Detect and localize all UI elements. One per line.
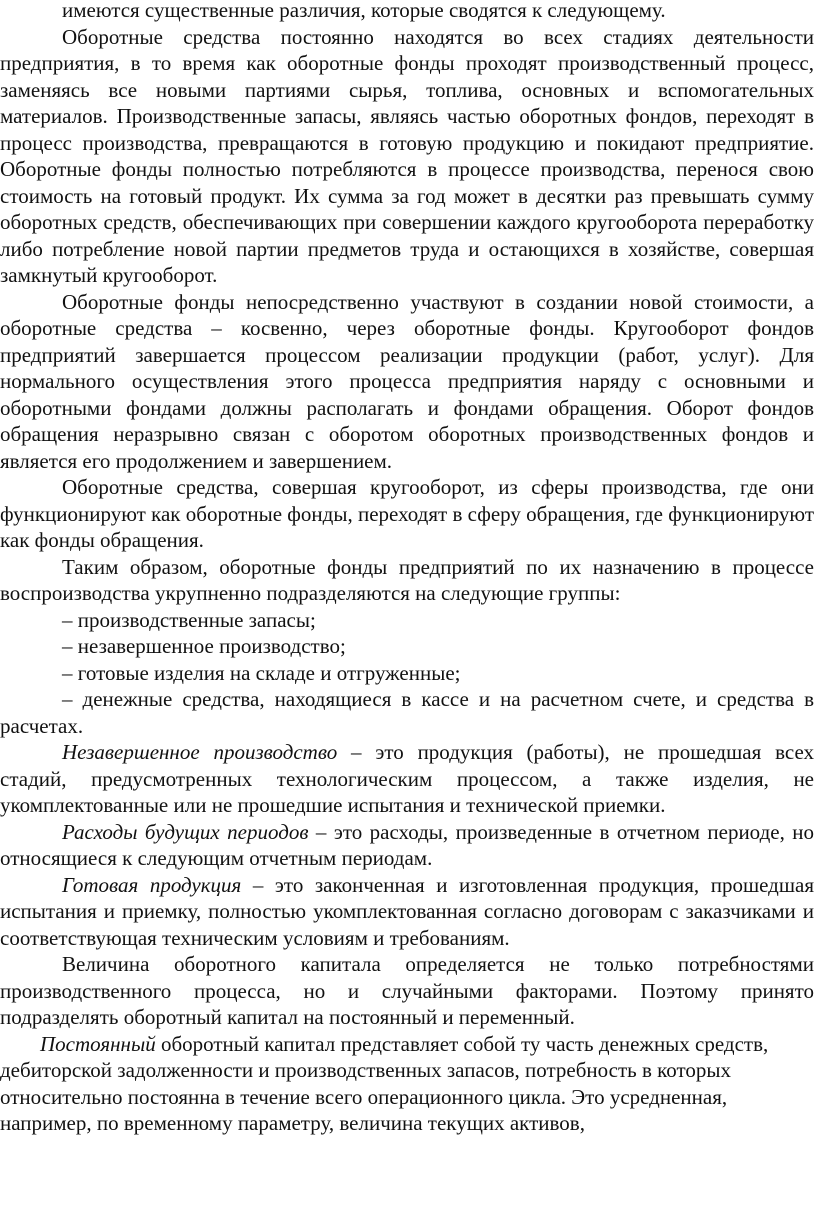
- definition-deferred-expenses: [0, 819, 814, 872]
- paragraph-intro-continuation: имеются существенные различия, которые сводятся к следующему.: [62, 0, 666, 22]
- paragraph-capital-size: Величина оборотного капитала определяется не только потребностями производственного процесса, но и случайными факторами. Поэтому принято подразделять оборотный капитал на постоянный и переменный.: [0, 952, 814, 1029]
- definition-term: Готовая продукция: [62, 872, 242, 897]
- definition-text: – это законченная и изготовленная продукция, прошедшая испытания и приемку, полностью укомплектованная согласно договорам с заказчиками и соответствующая техническим условиям и требованиям.: [0, 872, 814, 950]
- paragraph-new-value-creation: Оборотные фонды непосредственно участвуют в создании новой стоимости, а оборотные средства – косвенно, через оборотные фонды. Кругооборот фондов предприятий завершается процессом реализации продукции (работ, услуг). Для нормального осуществления этого процесса предприятия наряду с основными и оборотными фондами должны располагать и фондами обращения. Оборот фондов обращения неразрывно связан с оборотом оборотных производственных фондов и является его продолжением и завершением.: [0, 289, 814, 473]
- paragraph-groups-intro: Таким образом, оборотные фонды предприятий по их назначению в процессе воспроизводства укрупненно подразделяются на следующие группы:: [0, 554, 814, 605]
- paragraph-working-capital-vs-funds: Оборотные средства постоянно находятся во всех стадиях деятельности предприятия, в то время как оборотные фонды проходят производственный процесс, заменяясь все новыми партиями сырья, топлива, основных и вспомогательных материалов. Производственные запасы, являясь частью оборотных фондов, переходят в процесс производства, превращаются в готовую продукцию и покидают предприятие. Оборотные фонды полностью потребляются в процессе производства, перенося свою стоимость на готовый продукт. Их сумма за год может в десятки раз превышать сумму оборотных средств, обеспечивающих при совершении каждого кругооборота переработку либо потребление новой партии предметов труда и остающихся в хозяйстве, совершая замкнутый кругооборот.: [0, 24, 814, 287]
- definition-term: Постоянный: [40, 1031, 156, 1056]
- paragraph-permanent-capital: [0, 1031, 814, 1137]
- paragraph-circulation-sphere: Оборотные средства, совершая кругооборот, из сферы производства, где они функционируют как оборотные фонды, переходят в сферу обращения, где функционируют как фонды обращения.: [0, 475, 814, 552]
- definition-text: – это расходы, произведенные в отчетном периоде, но относящиеся к следующим отчетным периодам.: [0, 819, 814, 870]
- definition-finished-products: [0, 872, 814, 952]
- definition-text: – это продукция (работы), не прошедшая всех стадий, предусмотренных технологическим процессом, а также изделия, не укомплектованные или не прошедшие испытания и технической приемки.: [0, 740, 814, 817]
- list-item-finished-goods: – готовые изделия на складе и отгруженные;: [62, 660, 461, 685]
- list-item-production-stock: – производственные запасы;: [62, 607, 316, 632]
- definition-term: Незавершенное производство: [62, 740, 338, 764]
- definition-term: Расходы будущих периодов: [62, 819, 309, 844]
- list-item-cash: – денежные средства, находящиеся в кассе и на расчетном счете, и средства в расчетах.: [0, 687, 814, 738]
- list-item-work-in-progress: – незавершенное производство;: [62, 634, 346, 658]
- definition-work-in-progress: [0, 739, 814, 819]
- definition-text: оборотный капитал представляет собой ту часть денежных средств, дебиторской задолженности и производственных запасов, потребность в которых относительно постоянна в течение всего операционного цикла. Это усредненная, например, по временному параметру, величина текущих активов,: [0, 1031, 769, 1135]
